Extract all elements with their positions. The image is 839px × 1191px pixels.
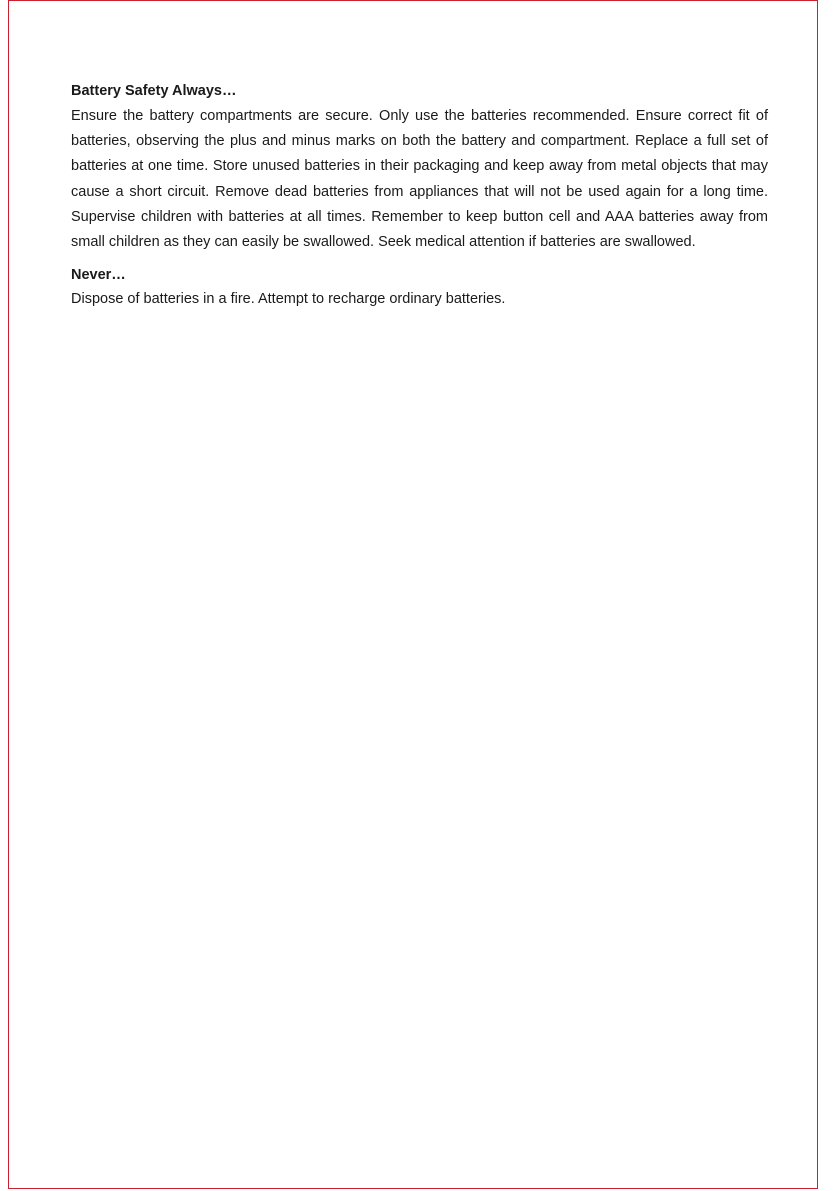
battery-safety-always-text: Ensure the battery compartments are secure. Only use the batteries recommended. Ensure correct fit of batteries, observing the plus and minus marks on both the battery and compartment. Replace a full set of batteries at one time. Store unused batteries in their packaging and keep away from metal objects that may cause a short circuit. Remove dead batteries from appliances that will not be used again for a long time. Supervise children with batteries at all times. Remember to keep button cell and AAA batteries away from small children as they can easily be swallowed. Seek medical attention if batteries are swallowed. bbox=[71, 108, 768, 251]
document-content bbox=[71, 81, 768, 312]
never-text: Dispose of batteries in a fire. Attempt to recharge ordinary batteries. bbox=[71, 291, 506, 308]
battery-safety-always-section bbox=[71, 81, 768, 255]
never-heading: Never… bbox=[71, 267, 126, 284]
battery-safety-always-heading: Battery Safety Always… bbox=[71, 83, 237, 99]
never-section bbox=[71, 265, 768, 312]
